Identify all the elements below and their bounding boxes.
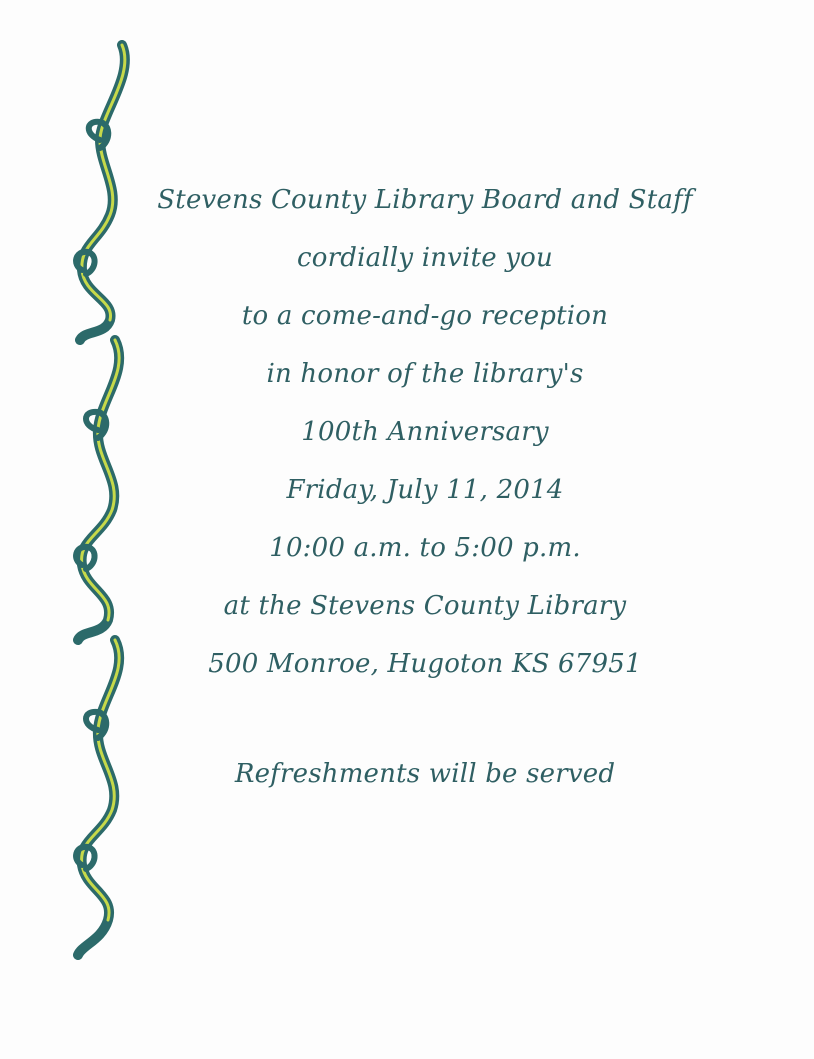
honor-line: in honor of the library's [266, 359, 584, 389]
invite-line: cordially invite you [297, 243, 553, 273]
anniversary-line: 100th Anniversary [301, 417, 549, 447]
venue-line: at the Stevens County Library [223, 591, 627, 621]
scroll-vine-border-icon [60, 40, 150, 960]
spacer [140, 697, 710, 749]
refreshments-line: Refreshments will be served [234, 759, 616, 789]
host-line: Stevens County Library Board and Staff [157, 185, 693, 215]
time-line: 10:00 a.m. to 5:00 p.m. [269, 533, 581, 563]
date-line: Friday, July 11, 2014 [286, 475, 564, 505]
invitation-text-block [140, 175, 710, 807]
address-line: 500 Monroe, Hugoton KS 67951 [208, 649, 642, 679]
event-type-line: to a come-and-go reception [241, 301, 609, 331]
